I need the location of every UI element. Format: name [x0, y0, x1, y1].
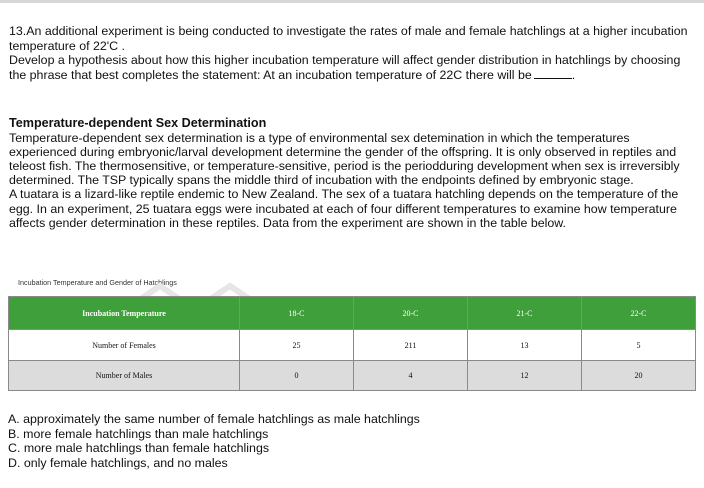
section-heading: Temperature-dependent Sex Determination	[9, 116, 267, 130]
cell-males-18: 0	[240, 361, 354, 391]
cell-males-21: 12	[468, 361, 582, 391]
header-temp-18: 18-C	[240, 297, 354, 330]
hatchling-data-table	[8, 296, 696, 391]
experiment-paragraph: A tuatara is a lizard-like reptile endemic to New Zealand. The sex of a tuatara hatchling depends on the temperature of the egg. In an experiment, 25 tuatara eggs were incubated at each of four different temperatures to examine how temperature affects gender determination in these reptiles. Data from the experiment are shown in the table below.	[9, 187, 679, 230]
question-prompt: Develop a hypothesis about how this higher incubation temperature will affect gender distribution in hatchlings by choosing the phrase that best completes the statement: At an incubation temperature of 22C there will be .	[9, 53, 681, 82]
table-row	[9, 361, 696, 391]
header-temp-22: 22-C	[582, 297, 696, 330]
header-temp-21: 21-C	[468, 297, 582, 330]
row-label-males: Number of Males	[9, 361, 240, 391]
answer-choice-b[interactable]: B. more female hatchlings than male hatchlings	[8, 426, 269, 441]
cell-females-18: 25	[240, 330, 354, 361]
answer-choice-a[interactable]: A. approximately the same number of female hatchlings as male hatchlings	[8, 412, 420, 426]
header-temp-20: 20-C	[354, 297, 468, 330]
answer-choice-d[interactable]: D. only female hatchlings, and no males	[8, 455, 228, 470]
table-header-row	[9, 297, 696, 330]
question-prompt-text: Develop a hypothesis about how this higher incubation temperature will affect gender distribution in hatchlings by choosing the phrase that best completes the statement: At an incubation temperature of 22C there will be	[9, 53, 681, 82]
answer-choices	[8, 412, 420, 470]
table-caption: Incubation Temperature and Gender of Hatchlings	[18, 278, 177, 287]
table-row	[9, 330, 696, 361]
definition-paragraph: Temperature-dependent sex determination is a type of environmental sex detemination in which the temperatures experienced during embryonic/larval development determine the gender of the offspring. It is only observed in reptiles and teleost fish. The thermosensitive, or temperature-sensitive, period is the periodduring development when sex is irreversibly determined. The TSP typically spans the middle third of incubation with the endpoints defined by embryonic stage.	[9, 130, 680, 188]
cell-females-20: 211	[354, 330, 468, 361]
top-divider	[0, 0, 704, 3]
header-incubation-temperature: Incubation Temperature	[9, 297, 240, 330]
cell-females-22: 5	[582, 330, 696, 361]
question-13	[9, 24, 699, 82]
row-label-females: Number of Females	[9, 330, 240, 361]
answer-choice-c[interactable]: C. more male hatchlings than female hatchlings	[8, 441, 270, 456]
answer-blank	[534, 68, 572, 79]
background-section	[9, 116, 699, 230]
cell-males-20: 4	[354, 361, 468, 391]
question-intro: 13.An additional experiment is being conducted to investigate the rates of male and female hatchlings at a higher incubation temperature of 22'C .	[9, 24, 688, 53]
cell-females-21: 13	[468, 330, 582, 361]
cell-males-22: 20	[582, 361, 696, 391]
